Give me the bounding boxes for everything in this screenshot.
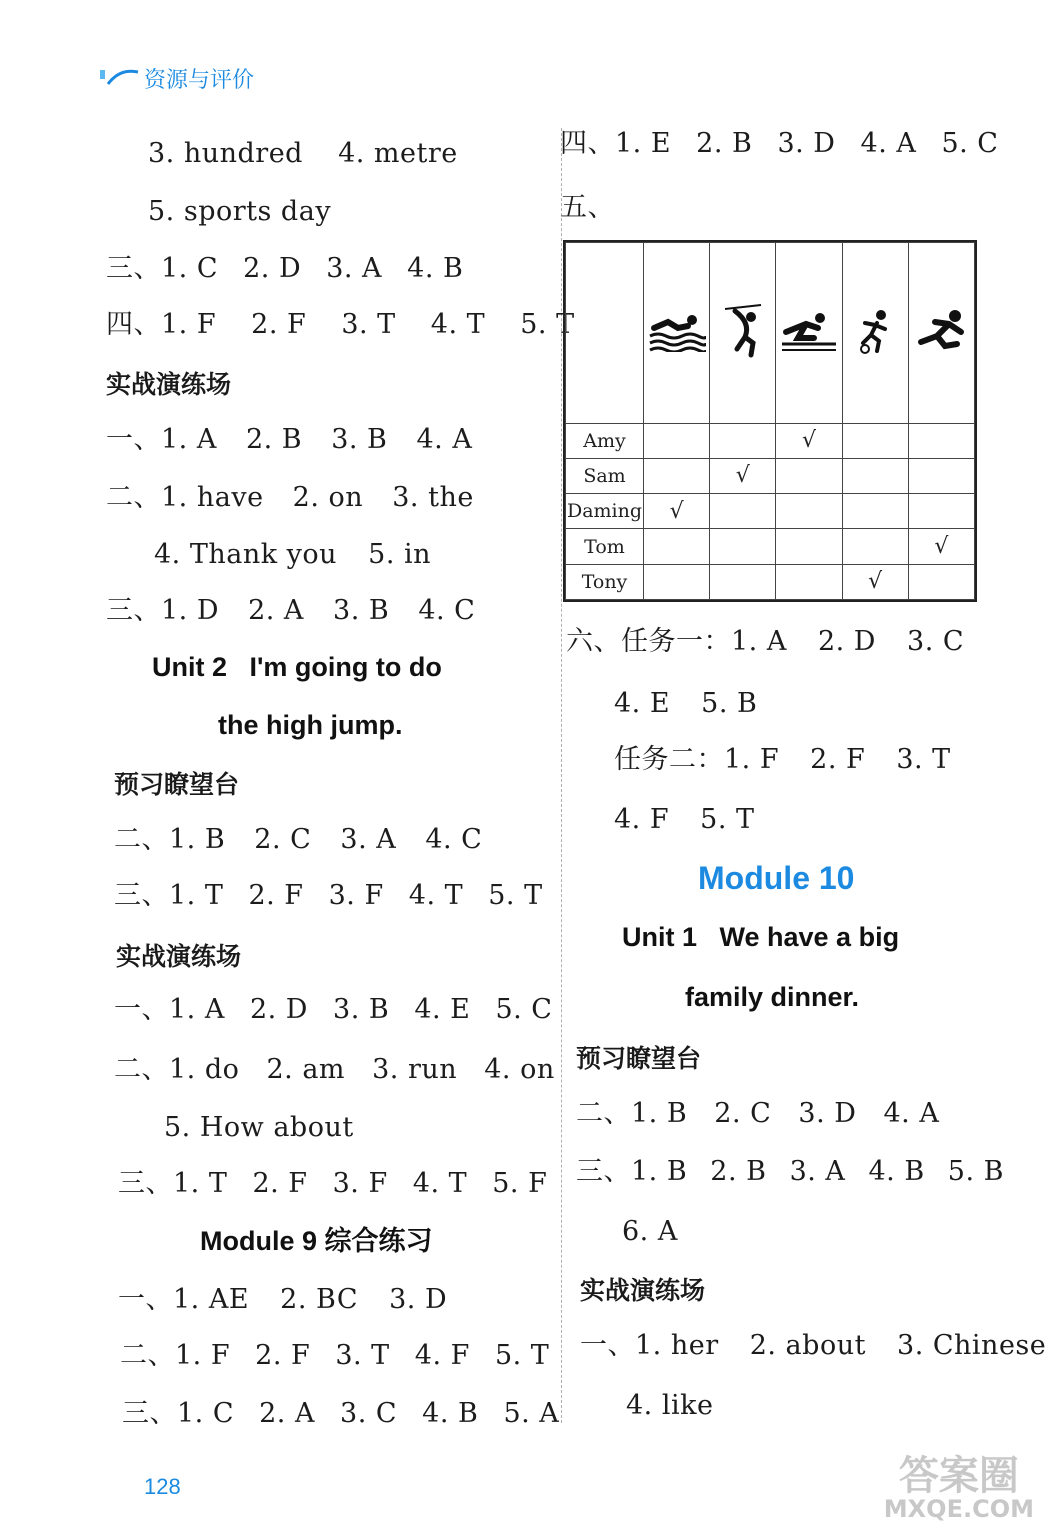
answer: 1. E — [615, 128, 672, 159]
question-number: 四、 — [560, 128, 615, 159]
question-number: 四、 — [106, 309, 161, 340]
answer: 1. B — [631, 1098, 688, 1129]
answer: 4. C — [418, 595, 476, 626]
answer: 5. T — [488, 880, 543, 911]
answer: 3. T — [335, 1340, 390, 1371]
answer: 1. T — [169, 880, 224, 911]
check-cell — [710, 564, 776, 599]
question-number: 三、 — [122, 1398, 177, 1429]
answer-line — [566, 628, 964, 655]
answer: 1. F — [724, 744, 780, 775]
answer: 2. am — [266, 1054, 346, 1085]
answer-line — [118, 1170, 547, 1197]
check-cell — [908, 494, 974, 529]
check-cell — [842, 458, 908, 493]
answer: 4. B — [422, 1398, 479, 1429]
answer: 3. A — [789, 1156, 846, 1187]
answer: 2. F — [248, 880, 304, 911]
answer: 3. T — [341, 309, 396, 340]
answer: 2. B — [245, 424, 303, 455]
answer: 2. F — [251, 309, 307, 340]
check-cell — [776, 529, 842, 564]
table-row — [566, 564, 975, 599]
question-number: 任务二： — [614, 744, 724, 775]
answer: 5. in — [368, 539, 432, 570]
answer: 4. F — [414, 1340, 470, 1371]
check-cell — [776, 564, 842, 599]
question-number: 二、 — [576, 1098, 631, 1129]
question-number: 一、 — [106, 424, 161, 455]
answer: 5. C — [495, 994, 553, 1025]
check-cell — [644, 529, 710, 564]
answer-line — [622, 1218, 678, 1245]
answer-line — [106, 484, 474, 511]
watermark-url: MXQE.COM — [883, 1494, 1034, 1523]
answer: 3. B — [331, 424, 388, 455]
watermark — [883, 1452, 1034, 1523]
answer: 3. run — [372, 1054, 458, 1085]
answer-line — [580, 1332, 1046, 1359]
sport-cell — [776, 243, 842, 424]
answer: 2. A — [248, 595, 304, 626]
check-cell: √ — [644, 494, 710, 529]
answer: 1. C — [177, 1398, 235, 1429]
answer: 3. F — [328, 880, 384, 911]
question-number: 一、 — [118, 1284, 173, 1315]
answer: 1. B — [169, 824, 226, 855]
question-number: 三、 — [118, 1168, 173, 1199]
answer: 5. C — [941, 128, 999, 159]
question-number: 一、 — [580, 1330, 635, 1361]
answer: 4. F — [614, 804, 670, 835]
long-jump-icon — [780, 310, 838, 352]
answer: 1. C — [161, 253, 219, 284]
answer: 2. on — [292, 482, 364, 513]
table-corner-cell — [566, 243, 644, 424]
answer: 2. C — [714, 1098, 772, 1129]
answer-line — [560, 130, 998, 157]
section-heading: 预习瞭望台 — [114, 770, 240, 799]
unit-title: the high jump. — [218, 710, 403, 740]
answer: 3. B — [333, 595, 390, 626]
sport-cell — [644, 243, 710, 424]
student-name: Tony — [566, 564, 644, 599]
answer: 4. on — [484, 1054, 555, 1085]
answer: 3. F — [332, 1168, 388, 1199]
answer-line — [106, 311, 575, 338]
check-cell — [710, 494, 776, 529]
watermark-logo-text: 答案圈 — [898, 1452, 1019, 1499]
student-name: Tom — [566, 529, 644, 564]
student-name: Amy — [566, 423, 644, 458]
answer: 2. F — [255, 1340, 311, 1371]
answer: 4. metre — [338, 138, 458, 169]
answer: 1. B — [631, 1156, 688, 1187]
check-cell — [776, 458, 842, 493]
answer: 2. about — [749, 1330, 866, 1361]
answer: 4. T — [408, 880, 464, 911]
answer: 1. have — [161, 482, 264, 513]
answer: 1. AE — [173, 1284, 250, 1315]
unit-title: family dinner. — [685, 982, 860, 1012]
answer: 3. the — [392, 482, 474, 513]
answer-line — [106, 255, 463, 282]
check-cell — [908, 458, 974, 493]
page-number: 128 — [144, 1474, 181, 1499]
answer: 1. D — [161, 595, 219, 626]
check-cell — [644, 564, 710, 599]
sprint-icon — [915, 308, 967, 354]
table-row — [566, 458, 975, 493]
answer: 4. A — [416, 424, 473, 455]
section-heading: 实战演练场 — [106, 370, 232, 399]
answer: 3. D — [798, 1098, 857, 1129]
answer: 4. C — [425, 824, 483, 855]
answer-line — [120, 1342, 549, 1369]
answer: 3. C — [340, 1398, 398, 1429]
answer-line — [114, 882, 543, 909]
answer: 5. B — [947, 1156, 1004, 1187]
check-cell — [908, 423, 974, 458]
check-cell: √ — [710, 458, 776, 493]
answer: 5. T — [700, 804, 755, 835]
answer: 4. Thank you — [154, 539, 338, 570]
answer: 4. T — [412, 1168, 468, 1199]
answer: 4. E — [414, 994, 471, 1025]
answer-line — [614, 690, 757, 717]
question-number: 三、 — [106, 595, 161, 626]
answer-line — [106, 426, 472, 453]
answer: 2. BC — [280, 1284, 359, 1315]
header-title: 资源与评价 — [144, 68, 255, 93]
question-number: 三、 — [106, 253, 161, 284]
question-number: 二、 — [114, 1054, 169, 1085]
check-cell: √ — [776, 423, 842, 458]
answer-line — [576, 1158, 1004, 1185]
answer: 6. A — [622, 1216, 678, 1247]
answer: 2. D — [249, 994, 308, 1025]
check-cell — [710, 423, 776, 458]
answer: 2. B — [710, 1156, 767, 1187]
table-header-row — [566, 243, 975, 424]
check-cell — [710, 529, 776, 564]
answer: 4. like — [626, 1390, 714, 1421]
check-cell — [644, 423, 710, 458]
answer: 2. C — [254, 824, 312, 855]
student-name: Sam — [566, 458, 644, 493]
table-row — [566, 529, 975, 564]
table-row — [566, 423, 975, 458]
answer: 5. How about — [164, 1112, 354, 1143]
answer: 3. C — [907, 626, 965, 657]
answer-line — [114, 1056, 555, 1083]
sport-cell — [842, 243, 908, 424]
answer-line — [614, 806, 755, 833]
answer: 2. F — [252, 1168, 308, 1199]
answer: 4. A — [860, 128, 917, 159]
answer: 2. D — [243, 253, 302, 284]
answer: 1. A — [161, 424, 217, 455]
table-row — [566, 494, 975, 529]
unit-title: Unit 1 We have a big — [622, 922, 900, 952]
unit-title: Unit 2 I'm going to do — [152, 652, 442, 682]
answer: 1. F — [175, 1340, 231, 1371]
header-logo — [98, 64, 142, 94]
answer: 1. A — [169, 994, 225, 1025]
answer-line — [148, 198, 331, 225]
answer: 3. D — [389, 1284, 448, 1315]
answer-line — [114, 996, 552, 1023]
swimming-icon — [648, 310, 706, 352]
sport-cell — [710, 243, 776, 424]
answer: 1. T — [173, 1168, 228, 1199]
answer: 1. A — [731, 626, 787, 657]
answer: 3. hundred — [148, 138, 303, 169]
answer: 1. her — [635, 1330, 719, 1361]
question-number: 六、任务一： — [566, 626, 731, 657]
check-cell — [842, 494, 908, 529]
answer: 3. Chinese — [897, 1330, 1047, 1361]
answer: 5. T — [520, 309, 575, 340]
question-number: 三、 — [576, 1156, 631, 1187]
answer-line — [576, 1100, 939, 1127]
answer: 3. B — [333, 994, 390, 1025]
check-cell — [842, 423, 908, 458]
sports-table — [563, 240, 977, 602]
module-title: Module 9 综合练习 — [200, 1226, 433, 1256]
running-icon — [855, 307, 895, 355]
answer: 4. E — [614, 688, 671, 719]
question-number: 二、 — [114, 824, 169, 855]
answer: 5. sports day — [148, 196, 332, 227]
answer: 2. D — [817, 626, 876, 657]
answer: 5. B — [701, 688, 758, 719]
question-number: 二、 — [120, 1340, 175, 1371]
check-cell — [644, 458, 710, 493]
student-name: Daming — [566, 494, 644, 529]
answer: 2. B — [696, 128, 753, 159]
answer: 4. B — [868, 1156, 925, 1187]
answer: 5. T — [494, 1340, 550, 1371]
answer: 2. A — [259, 1398, 315, 1429]
section-heading: 实战演练场 — [116, 942, 242, 971]
module-title: Module 10 — [698, 860, 855, 896]
answer: 5. F — [492, 1168, 548, 1199]
answer-line — [154, 541, 431, 568]
header-swoosh-icon — [98, 64, 142, 90]
high-jump-icon — [721, 303, 765, 359]
answer: 3. A — [326, 253, 383, 284]
answer: 5. A — [503, 1398, 560, 1429]
question-number: 五、 — [560, 192, 615, 223]
question-number: 二、 — [106, 482, 161, 513]
answer: 1. F — [161, 309, 217, 340]
answer-line — [114, 826, 482, 853]
answer: 1. do — [169, 1054, 240, 1085]
answer-line — [106, 597, 475, 624]
answer-line — [122, 1400, 559, 1427]
answer: 4. B — [407, 253, 464, 284]
sport-cell — [908, 243, 974, 424]
check-cell — [908, 564, 974, 599]
answer: 4. A — [883, 1098, 940, 1129]
check-cell: √ — [842, 564, 908, 599]
section-heading: 实战演练场 — [580, 1276, 706, 1305]
question-number: 三、 — [114, 880, 169, 911]
answer-line — [118, 1286, 447, 1313]
answer: 3. T — [896, 744, 951, 775]
answer-line — [614, 746, 951, 773]
answer: 3. A — [340, 824, 397, 855]
answer-line — [148, 140, 458, 167]
section-heading: 预习瞭望台 — [576, 1044, 702, 1073]
answer: 2. F — [810, 744, 866, 775]
check-cell: √ — [908, 529, 974, 564]
answer-line — [626, 1392, 713, 1419]
answer: 4. T — [430, 309, 486, 340]
answer-line — [164, 1114, 354, 1141]
check-cell — [776, 494, 842, 529]
answer: 3. D — [777, 128, 836, 159]
check-cell — [842, 529, 908, 564]
question-number: 一、 — [114, 994, 169, 1025]
